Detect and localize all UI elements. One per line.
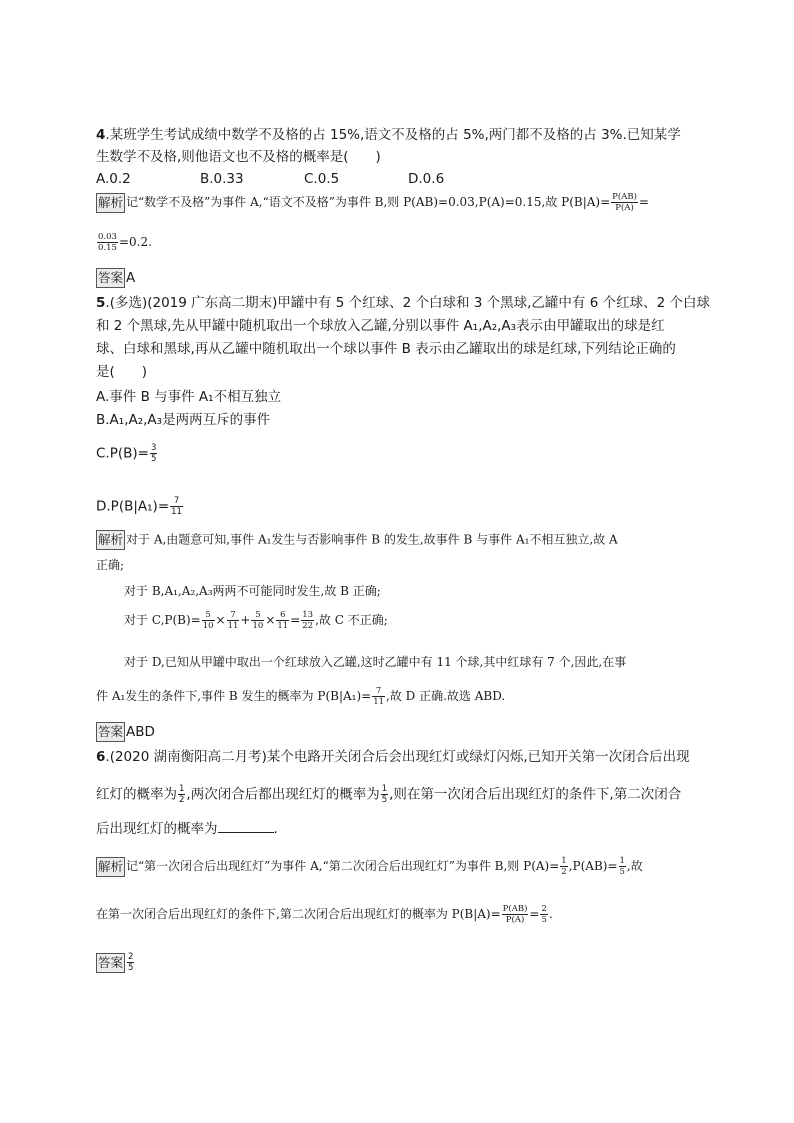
fraction: $\frac{5}{10}$ <box>252 610 264 631</box>
q5-option-c: C.P(B)= $\frac{3}{5}$ <box>96 443 157 464</box>
q5-solution-line6: 件 A₁发生的条件下,事件 B 发生的概率为 P(B|A₁)= $\frac{7}{11}$ ,故 D 正确.故选 ABD. <box>96 686 506 707</box>
q5-stem-line2: 和 2 个黑球,先从甲罐中随机取出一个球放入乙罐,分别以事件 A₁,A₂,A₃表示由甲罐取出的球是红 <box>96 318 665 334</box>
q6-number: 6 <box>96 749 106 765</box>
q4-solution-line2: $\frac{0.03}{0.15}$ =0.2. <box>98 232 152 253</box>
q5-solution-line5: 对于 D,已知从甲罐中取出一个红球放入乙罐,这时乙罐中有 11 个球,其中红球有 7 个,因此,在事 <box>124 655 627 669</box>
q5-stem-line4: 是( ) <box>96 364 148 380</box>
q4-option-c: C.0.5 <box>304 171 340 187</box>
q5-stem-line1: 5.(多选)(2019 广东高二期末)甲罐中有 5 个红球、2 个白球和 3 个黑球,乙罐中有 6 个红球、2 个白球 <box>96 295 710 311</box>
q5-option-a: A.事件 B 与事件 A₁不相互独立 <box>96 389 282 405</box>
fraction: $\frac{1}{2}$ <box>179 784 185 805</box>
q4-option-d: D.0.6 <box>408 171 445 187</box>
fraction: $\frac{P(AB)}{P(A)}$ <box>612 192 637 213</box>
q4-solution-line1: 解析 记“数学不及格”为事件 A,“语文不及格”为事件 B,则 P(AB)=0.03,P(A)=0.15,故 P(B|A)= $\frac{P(AB)}{P(A)}$ = <box>98 192 649 213</box>
q5-solution-line4: 对于 C,P(B)= $\frac{5}{10}$ × $\frac{7}{11}$ + $\frac{5}{10}$ × $\frac{6}{11}$ = $\frac{13}{22}$ ,故 C 不正确; <box>124 610 388 631</box>
solution-tag: 解析 <box>96 857 125 877</box>
q6-solution-line1: 解析 记“第一次闭合后出现红灯”为事件 A,“第二次闭合后出现红灯”为事件 B,则 P(A)= $\frac{1}{2}$ ,P(AB)= $\frac{1}{5}$ ,故 <box>98 856 643 877</box>
fraction: $\frac{P(AB)}{P(A)}$ <box>502 904 528 925</box>
q5-option-d: D.P(B|A₁)= $\frac{7}{11}$ <box>96 496 182 517</box>
fraction: $\frac{7}{11}$ <box>227 610 239 631</box>
fraction: $\frac{1}{5}$ <box>381 784 388 805</box>
q4-stem-line1: 4.某班学生考试成绩中数学不及格的占 15%,语文不及格的占 5%,两门都不及格的占 3%.已知某学 <box>96 127 681 143</box>
fraction: $\frac{5}{10}$ <box>202 610 214 631</box>
q4-option-b: B.0.33 <box>200 171 244 187</box>
q6-solution-line2: 在第一次闭合后出现红灯的条件下,第二次闭合后出现红灯的概率为 P(B|A)= $\frac{P(AB)}{P(A)}$ = $\frac{2}{5}$ . <box>96 904 553 925</box>
q4-option-a: A.0.2 <box>96 171 131 187</box>
answer-tag: 答案 <box>96 268 125 288</box>
answer-tag: 答案 <box>96 722 125 742</box>
solution-tag: 解析 <box>96 530 125 550</box>
fraction: $\frac{1}{5}$ <box>619 856 625 877</box>
q5-solution-line2: 正确; <box>96 558 125 572</box>
q6-stem-line2: 红灯的概率为 $\frac{1}{2}$ ,两次闭合后都出现红灯的概率为 $\frac{1}{5}$ ,则在第一次闭合后出现红灯的条件下,第二次闭合 <box>96 784 682 805</box>
fraction: $\frac{1}{2}$ <box>561 856 567 877</box>
q4-options <box>96 170 706 188</box>
solution-tag: 解析 <box>96 193 125 213</box>
fraction: $\frac{7}{11}$ <box>373 686 385 707</box>
q5-option-b: B.A₁,A₂,A₃是两两互斥的事件 <box>96 412 271 428</box>
fraction: $\frac{6}{11}$ <box>277 610 289 631</box>
q6-stem-line3: 后出现红灯的概率为 . <box>96 821 278 837</box>
q5-solution-line1: 解析 对于 A,由题意可知,事件 A₁发生与否影响事件 B 的发生,故事件 B 与事件 A₁不相互独立,故 A <box>96 530 706 550</box>
q5-solution-line3: 对于 B,A₁,A₂,A₃两两不可能同时发生,故 B 正确; <box>124 584 381 598</box>
q5-answer: 答案 ABD <box>98 724 155 740</box>
fraction: $\frac{0.03}{0.15}$ <box>98 232 117 253</box>
answer-blank <box>218 820 274 833</box>
q4-stem-line2: 生数学不及格,则他语文也不及格的概率是( ) <box>96 149 381 165</box>
fraction: $\frac{7}{11}$ <box>171 496 182 517</box>
q6-stem-line1: 6.(2020 湖南衡阳高二月考)某个电路开关闭合后会出现红灯或绿灯闪烁,已知开关第一次闭合后出现 <box>96 749 690 765</box>
fraction: $\frac{13}{22}$ <box>302 610 314 631</box>
q5-stem-line3: 球、白球和黑球,再从乙罐中随机取出一个球以事件 B 表示由乙罐取出的球是红球,下列结论正确的 <box>96 341 676 357</box>
fraction: $\frac{2}{5}$ <box>128 952 134 973</box>
q4-number: 4 <box>96 127 106 143</box>
q4-answer: 答案 A <box>98 270 136 286</box>
answer-tag: 答案 <box>96 953 125 973</box>
q6-answer <box>96 952 706 973</box>
q5-number: 5 <box>96 295 106 311</box>
fraction: $\frac{2}{5}$ <box>541 904 547 925</box>
fraction: $\frac{3}{5}$ <box>150 443 157 464</box>
